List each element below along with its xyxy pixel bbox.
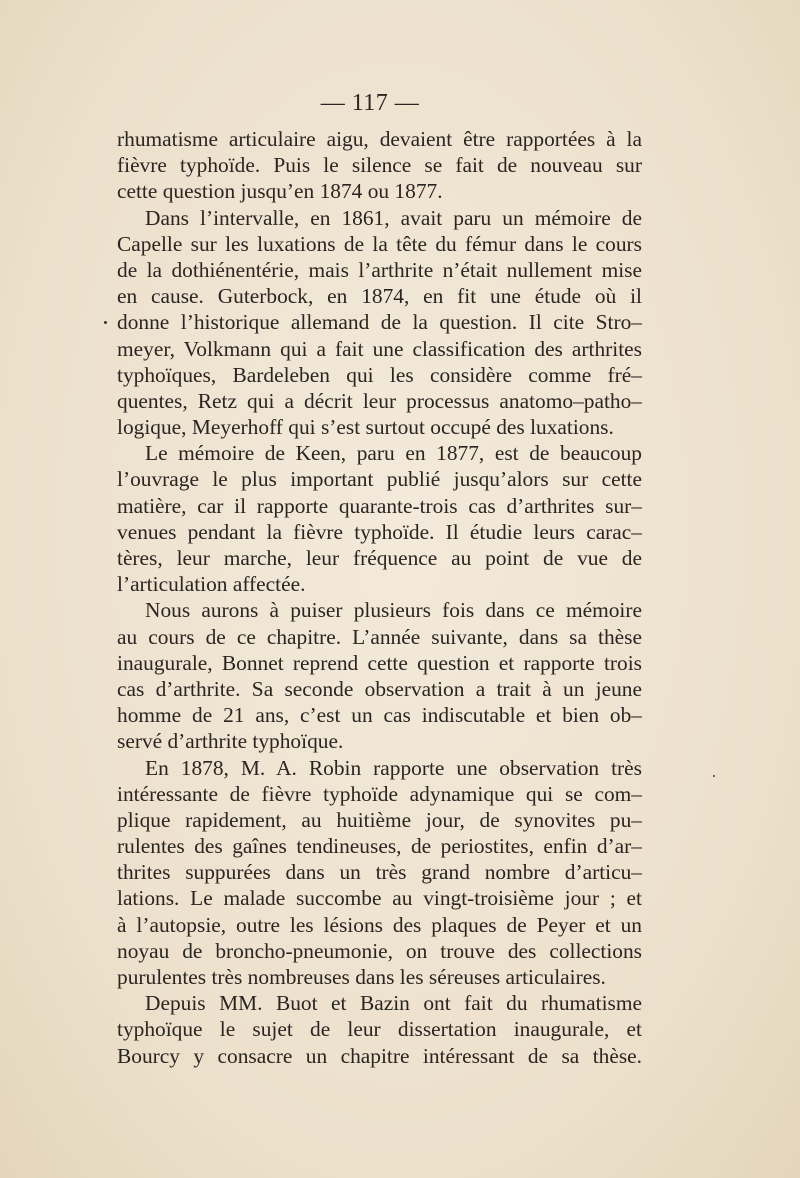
text-line: cas d’arthrite. Sa seconde observation a trait à un jeune [117,676,642,701]
text-line: au cours de ce chapitre. L’année suivante, dans sa thèse [117,624,642,649]
text-line: tères, leur marche, leur fréquence au point de vue de [117,546,642,570]
text-line: typhoïques, Bardeleben qui les considère comme fré– [117,362,642,387]
text-line: servé d’arthrite typhoïque. [117,729,344,754]
text-line: purulentes très nombreuses dans les séreuses articulaires. [117,965,606,989]
text-line: l’articulation affectée. [117,572,306,597]
text-line: Depuis MM. Buot et Bazin ont fait du rhumatisme [145,991,642,1016]
text-line: lations. Le malade succombe au vingt-troisième jour ; et [117,886,642,911]
text-line: logique, Meyerhoff qui s’est surtout occupé des luxations. [117,415,614,440]
text-line: quentes, Retz qui a décrit leur processus anatomo–patho– [117,388,642,413]
text-line: fièvre typhoïde. Puis le silence se fait de nouveau sur [117,153,642,178]
text-line: rulentes des gaînes tendineuses, de periostites, enfin d’ar– [117,834,642,859]
text-line: rhumatisme articulaire aigu, devaient être rapportées à la [117,127,642,151]
text-line: inaugurale, Bonnet reprend cette question et rapporte trois [117,650,642,675]
text-line: Le mémoire de Keen, paru en 1877, est de beaucoup [145,441,642,466]
text-line: En 1878, M. A. Robin rapporte une observation très [145,755,642,780]
text-line: meyer, Volkmann qui a fait une classification des arthrites [117,336,642,361]
text-line: l’ouvrage le plus important publié jusqu’alors sur cette [117,467,642,492]
text-line: Nous aurons à puiser plusieurs fois dans ce mémoire [145,598,642,623]
margin-speck [713,775,715,777]
text-line: thrites suppurées dans un très grand nombre d’articu– [117,860,642,885]
margin-dot [104,321,107,324]
body-text [117,126,642,1069]
text-line: Capelle sur les luxations de la tête du fémur dans le cours [117,231,642,256]
text-line: plique rapidement, au huitième jour, de synovites pu– [117,807,642,832]
page-number: — 117 — [320,90,420,116]
text-line: homme de 21 ans, c’est un cas indiscutable et bien ob– [117,703,642,728]
text-line: typhoïque le sujet de leur dissertation inaugurale, et [117,1017,642,1042]
text-line: à l’autopsie, outre les lésions des plaques de Peyer et un [117,912,642,937]
text-line: matière, car il rapporte quarante-trois cas d’arthrites sur– [117,493,642,518]
text-line: donne l’historique allemand de la question. Il cite Stro– [117,310,642,335]
text-line: en cause. Guterbock, en 1874, en fit une étude où il [117,284,642,309]
text-line: Dans l’intervalle, en 1861, avait paru un mémoire de [145,205,642,230]
text-line: intéressante de fièvre typhoïde adynamique qui se com– [117,781,642,806]
text-line: de la dothiénentérie, mais l’arthrite n’était nullement mise [117,257,642,282]
text-line: venues pendant la fièvre typhoïde. Il étudie leurs carac– [117,519,642,544]
text-line: noyau de broncho-pneumonie, on trouve des collections [117,938,642,963]
text-line: Bourcy y consacre un chapitre intéressant de sa thèse. [117,1043,642,1068]
text-line: cette question jusqu’en 1874 ou 1877. [117,179,443,204]
